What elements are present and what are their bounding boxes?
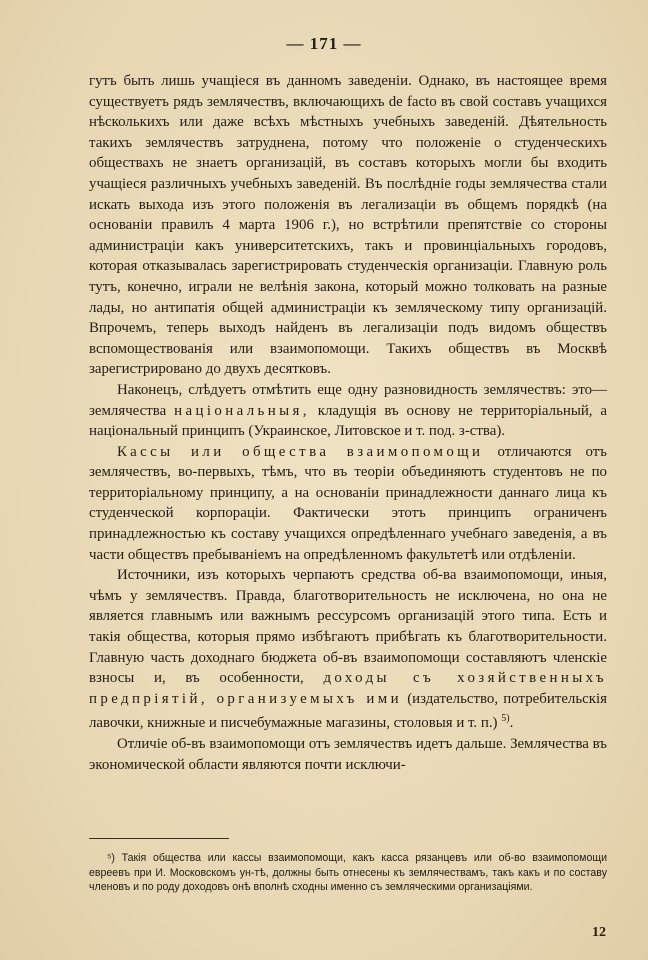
footnote: ⁵) Такія общества или кассы взаимопомощи, какъ касса рязанцевъ или об-во взаимопомощи евреевъ при И. Московскомъ ун-тѣ, должны быть отнесены къ землячествамъ, такъ какъ и по составу членовъ и по роду доходовъ онѣ вполнѣ сходны именно съ земляческими организаціями. bbox=[89, 852, 607, 894]
signature-mark: 12 bbox=[592, 925, 606, 940]
paragraph-4 bbox=[89, 565, 607, 734]
paragraph-3-text: отличаются отъ землячествъ, во-первыхъ, тѣмъ, что въ теоріи объединяютъ студентовъ не по территоріальному принципу, а на основаніи принадлежности даннаго лица къ студенческой корпораціи. Фактически этотъ принципъ ограниченъ принадлежностью къ составу учащихся опредѣленнаго учебнаго заведенія, а въ части обществъ пребываніемъ на опредѣленномъ факультетѣ или отдѣленіи. bbox=[89, 443, 607, 563]
paragraph-2-text: Наконецъ, слѣдуетъ отмѣтить еще одну разновидность землячествъ: это—землячества bbox=[89, 381, 607, 419]
paragraph-4-text: Источники, изъ которыхъ черпаютъ средства об-ва взаимопомощи, иныя, чѣмъ у землячествъ. Правда, благотворительность не исключена, но она не является главнымъ или важнымъ рессурсомъ организацій этого типа. Есть и такія общества, которыя прямо избѣгаютъ прибѣгать къ благотворительности. Главную часть доходнаго бюджета об-въ взаимопомощи составляютъ членскіе взносы и, въ особенности, bbox=[89, 567, 607, 687]
body-text bbox=[89, 71, 607, 775]
paragraph-1: гутъ быть лишь учащіеся въ данномъ заведеніи. Однако, въ настоящее время существуетъ рядъ землячествъ, включающихъ de facto въ свой составъ учащихся нѣсколькихъ или даже всѣхъ мѣстныхъ учебныхъ заведеній. Дѣятельность такихъ землячествъ затруднена, потому что положеніе о студенческихъ обществахъ не знаетъ организацій, въ составъ которыхъ могли бы входить учащіеся различныхъ учебныхъ заведеній. Въ послѣдніе годы землячества стали искать выхода изъ этого положенія въ легализаціи въ общемъ порядкѣ (на основаніи правилъ 4 марта 1906 г.), но встрѣтили препятствіе со стороны администраціи какъ университетскихъ, такъ и провинціальныхъ городовъ, которая отказывалась зарегистрировать студенческія организаціи. Главную роль тутъ, конечно, играли не велѣнія закона, который можно толковать на разные лады, но антипатія общей администраціи къ земляческому типу организацій. Впрочемъ, теперь выходъ найденъ въ легализаціи подъ видомъ обществъ вспомоществованія или взаимопомощи. Такихъ обществъ въ Москвѣ зарегистрировано до двухъ десятковъ. bbox=[89, 73, 607, 378]
footnote-reference[interactable]: 5) bbox=[501, 713, 510, 725]
paragraph-2-text-end: кладущія въ основу не территоріальный, а національный принципъ (Украинское, Литовское и т. под. з-ства). bbox=[89, 402, 607, 440]
spaced-emphasis: національныя, bbox=[174, 402, 310, 419]
paragraph-3 bbox=[89, 442, 607, 566]
spaced-emphasis: доходы съ хозяйственныхъ предпріятій, организуемыхъ ими bbox=[89, 670, 607, 707]
spaced-emphasis: Кассы или общества взаимопомощи bbox=[117, 443, 484, 460]
page-number: — 171 — bbox=[286, 34, 362, 53]
paragraph-4-end: . bbox=[509, 715, 514, 732]
footnote-divider bbox=[89, 838, 229, 839]
paragraph-4-text-end: (издательство, потребительскія лавочки, книжные и писчебумажные магазины, столовыя и т. п.) bbox=[89, 690, 607, 732]
paragraph-5: Отличіе об-въ взаимопомощи отъ землячествъ идетъ дальше. Землячества въ экономической области являются почти исключи- bbox=[89, 735, 607, 773]
paragraph-2 bbox=[89, 380, 607, 442]
